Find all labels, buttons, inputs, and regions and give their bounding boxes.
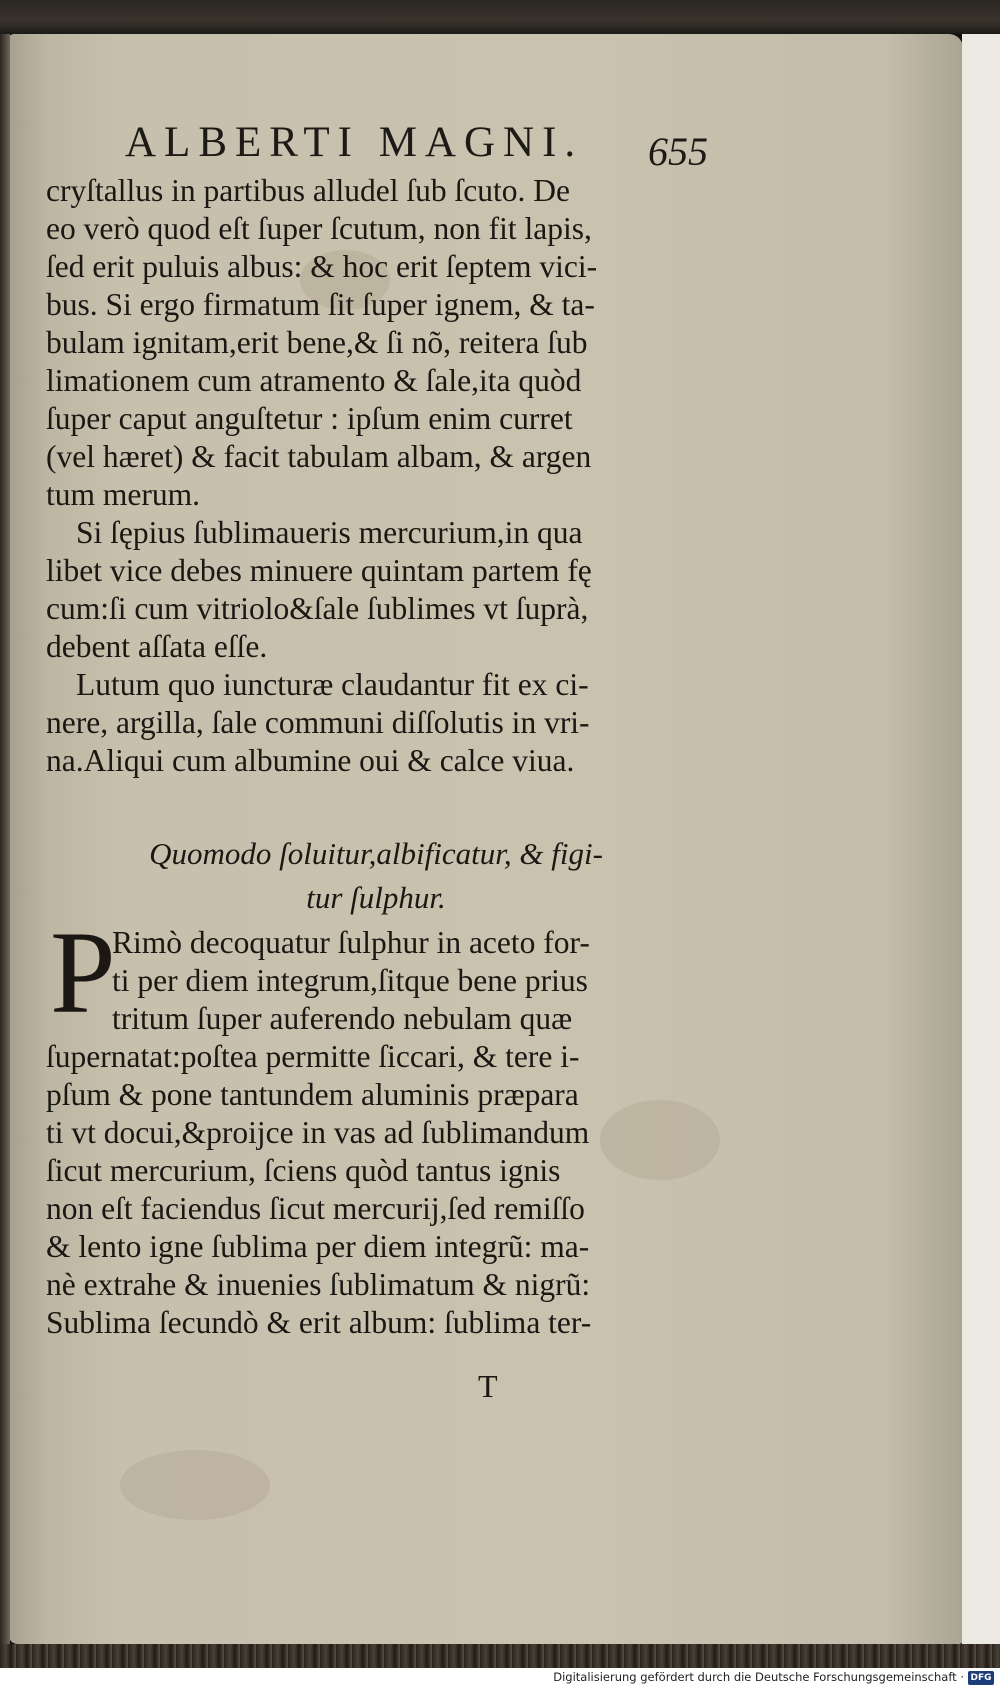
text-line: bulam ignitam,erit bene,& ſi nõ, reitera ſub <box>46 325 588 360</box>
text-line: bus. Si ergo firmatum ſit ſuper ignem, & ta- <box>46 287 595 322</box>
page-gutter <box>0 34 10 1644</box>
text-line: ti per diem integrum,ſitque bene prius <box>112 963 588 998</box>
running-head: ALBERTI MAGNI. <box>125 119 584 166</box>
text-line: Lutum quo iuncturæ claudantur fit ex ci- <box>76 667 589 702</box>
text-line: ti vt docui,&proijce in vas ad ſublimandum <box>46 1115 590 1150</box>
page-bottom-edge <box>0 1644 1000 1668</box>
heading-line: tur ſulphur. <box>306 880 446 915</box>
text-line: libet vice debes minuere quintam partem fę <box>46 553 592 588</box>
text-line: cryſtallus in partibus alludel ſub ſcuto. De <box>46 173 571 208</box>
page-number: 655 <box>648 129 708 174</box>
digitization-footer <box>0 1668 1000 1690</box>
text-line: & lento igne ſublima per diem integrũ: ma- <box>46 1229 590 1264</box>
text-line: na.Aliqui cum albumine oui & calce viua. <box>46 743 575 778</box>
section-heading <box>46 832 706 920</box>
text-line: non eſt faciendus ſicut mercurij,ſed remiſſo <box>46 1191 585 1226</box>
text-line: ſicut mercurium, ſciens quòd tantus ignis <box>46 1153 561 1188</box>
text-line: cum:ſi cum vitriolo&ſale ſublimes vt ſuprà, <box>46 591 589 626</box>
text-line: Rimò decoquatur ſulphur in aceto for- <box>112 925 590 960</box>
text-line: debent aſſata eſſe. <box>46 629 268 664</box>
text-line: nè extrahe & inuenies ſublimatum & nigrũ: <box>46 1267 591 1302</box>
text-line: pſum & pone tantundem aluminis præpara <box>46 1077 579 1112</box>
text-line: (vel hæret) & facit tabulam albam, & argen <box>46 439 592 474</box>
text-line: tritum ſuper auferendo nebulam quæ <box>112 1001 573 1036</box>
text-block-section <box>46 924 706 1342</box>
scan-top-edge <box>0 0 1000 34</box>
text-block-main <box>46 172 706 780</box>
heading-line: Quomodo ſoluitur,albificatur, & figi- <box>149 836 603 871</box>
text-line: tum merum. <box>46 477 200 512</box>
paper-stain <box>120 1450 270 1520</box>
text-line: limationem cum atramento & ſale,ita quòd <box>46 363 582 398</box>
text-line: ſuper caput anguſtetur : ipſum enim curret <box>46 401 573 436</box>
catchword: T <box>478 1368 498 1404</box>
text-line: eo verò quod eſt ſuper ſcutum, non fit lapis, <box>46 211 592 246</box>
text-line: Si ſępius ſublimaueris mercurium,in qua <box>76 515 583 550</box>
text-line: ſed erit puluis albus: & hoc erit ſeptem vici- <box>46 249 598 284</box>
drop-cap: P <box>50 907 116 1038</box>
text-line: nere, argilla, ſale communi diſſolutis in vri- <box>46 705 590 740</box>
funding-credit: Digitalisierung gefördert durch die Deutsche Forschungsgemeinschaft · <box>553 1670 964 1684</box>
dfg-logo-icon: DFG <box>968 1671 994 1685</box>
text-line: ſupernatat:poſtea permitte ſiccari, & tere i- <box>46 1039 580 1074</box>
text-line: Sublima ſecundò & erit album: ſublima ter- <box>46 1305 592 1340</box>
scan-right-margin <box>962 34 1000 1668</box>
